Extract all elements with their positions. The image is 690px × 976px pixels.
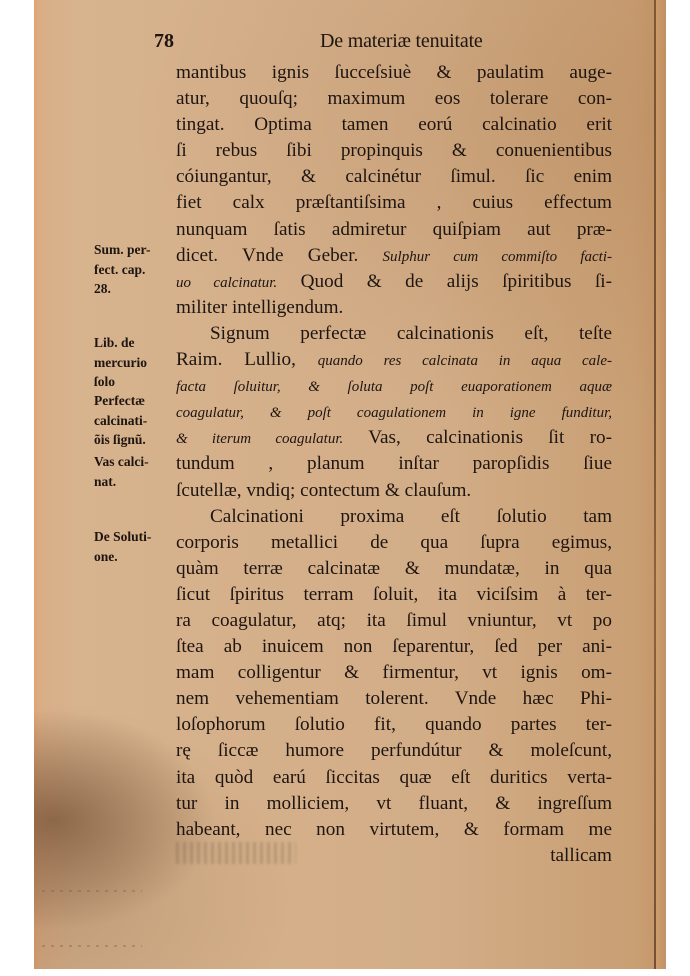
margin-line: õis ſignũ. [94,432,146,447]
text-line: quàm terræ calcinatæ & mundatæ, in qua [176,557,612,579]
text-line: cóiungantur, & calcinétur ſimul. ſic enim [176,166,612,188]
italic-quote: & iterum coagulatur. [176,431,344,448]
text-segment: Raim. Lullio, [176,349,296,371]
margin-note-sum-perfect [94,240,178,299]
margin-note-de-solutione [94,527,178,566]
text-line: atur, quouſq; maximum eos tolerare con- [176,88,612,110]
text-line: ra coagulatur, atq; ita ſimul vniuntur, vt po [176,609,612,631]
margin-line: 28. [94,281,111,296]
margin-line: Perfectæ [94,393,145,408]
text-line: ſi rebus ſibi propinquis & conuenientibus [176,140,612,162]
text-line: tur in molliciem, vt fluant, & ingreſſum [176,792,612,814]
page-crease [654,0,656,969]
margin-line: calcinati- [94,412,148,428]
text-line-mixed [176,425,612,451]
text-segment: Quod & de alijs ſpiritibus ſi- [300,270,613,292]
italic-quote: uo calcinatur. [176,274,278,291]
page-number: 78 [154,30,174,52]
text-line-italic [176,399,612,425]
page-edge-shade [656,0,666,969]
text-line-italic [176,373,612,399]
italic-quote: Sulphur cum commiſto facti- [382,248,612,265]
text-line: fiet calx præſtantiſsima , cuius effectum [176,192,612,214]
margin-line: Lib. de [94,335,135,350]
page-header [154,30,634,58]
text-line: militer intelligendum. [176,296,344,318]
text-line-mixed [176,243,612,269]
margin-note-lib-de-mercurio [94,333,178,392]
text-line: nem vehementiam tolerent. Vnde hæc Phi- [176,688,612,710]
margin-line: Vas calci- [94,454,149,469]
show-through-dots [42,890,142,892]
text-line: tingat. Optima tamen eorú calcinatio erit [176,114,612,136]
body-text [176,60,612,869]
text-line: ſcutellæ, vndiq; contectum & clauſum. [176,479,472,501]
margin-note-vas-calcinat [94,452,178,491]
text-line: loſophorum ſolutio fit, quando partes ter- [176,714,612,736]
text-line: nunquam ſatis admiretur quiſpiam aut præ- [176,218,612,240]
text-line-mixed [176,347,612,373]
text-line: mantibus ignis ſucceſsiuè & paulatim auge- [176,62,612,83]
page-scan [34,0,666,969]
italic-quote: coagulatur, & poſt coagulationem in igne funditur, [176,405,612,422]
margin-note-perfectae-signum [94,391,178,450]
text-line: mam colligentur & firmentur, vt ignis om- [176,662,612,684]
italic-quote: facta ſoluitur, & ſoluta poſt euaporationem aquæ [176,379,612,396]
text-line: ita quòd earú ſiccitas quæ eſt duritics verta- [176,766,612,788]
text-line: habeant, nec non virtutem, & formam me [176,818,612,840]
italic-quote: quando res calcinata in aqua cale- [317,353,612,370]
catchword: tallicam [550,844,612,866]
text-line: tundum , planum inſtar paropſidis ſiue [176,453,612,475]
margin-line: Sum. per- [94,242,151,257]
margin-line: ſolo [94,374,116,389]
margin-line: De Soluti- [94,529,152,544]
text-line: corporis metallici de qua ſupra egimus, [176,531,612,553]
text-segment: Vas, calcinationis ſit ro- [368,427,613,449]
show-through-dots [42,945,142,947]
text-line: ſicut ſpiritus terram ſoluit, ita viciſsim à ter- [176,583,612,605]
text-line: Calcinationi proxima eſt ſolutio tam [210,505,612,527]
text-line: ſtea ab inuicem non ſeparentur, ſed per ani- [176,636,612,658]
margin-line: mercurio [94,354,147,370]
margin-line: fect. cap. [94,261,146,277]
margin-line: nat. [94,473,117,489]
text-line-mixed [176,269,612,295]
text-segment: dicet. Vnde Geber. [176,244,359,266]
text-line: rę ſiccæ humore perfundútur & moleſcunt, [176,740,612,762]
text-line: Signum perfectæ calcinationis eſt, teſte [210,322,612,344]
show-through-text [176,842,296,864]
running-title: De materiæ tenuitate [320,30,483,52]
margin-line: one. [94,548,118,564]
